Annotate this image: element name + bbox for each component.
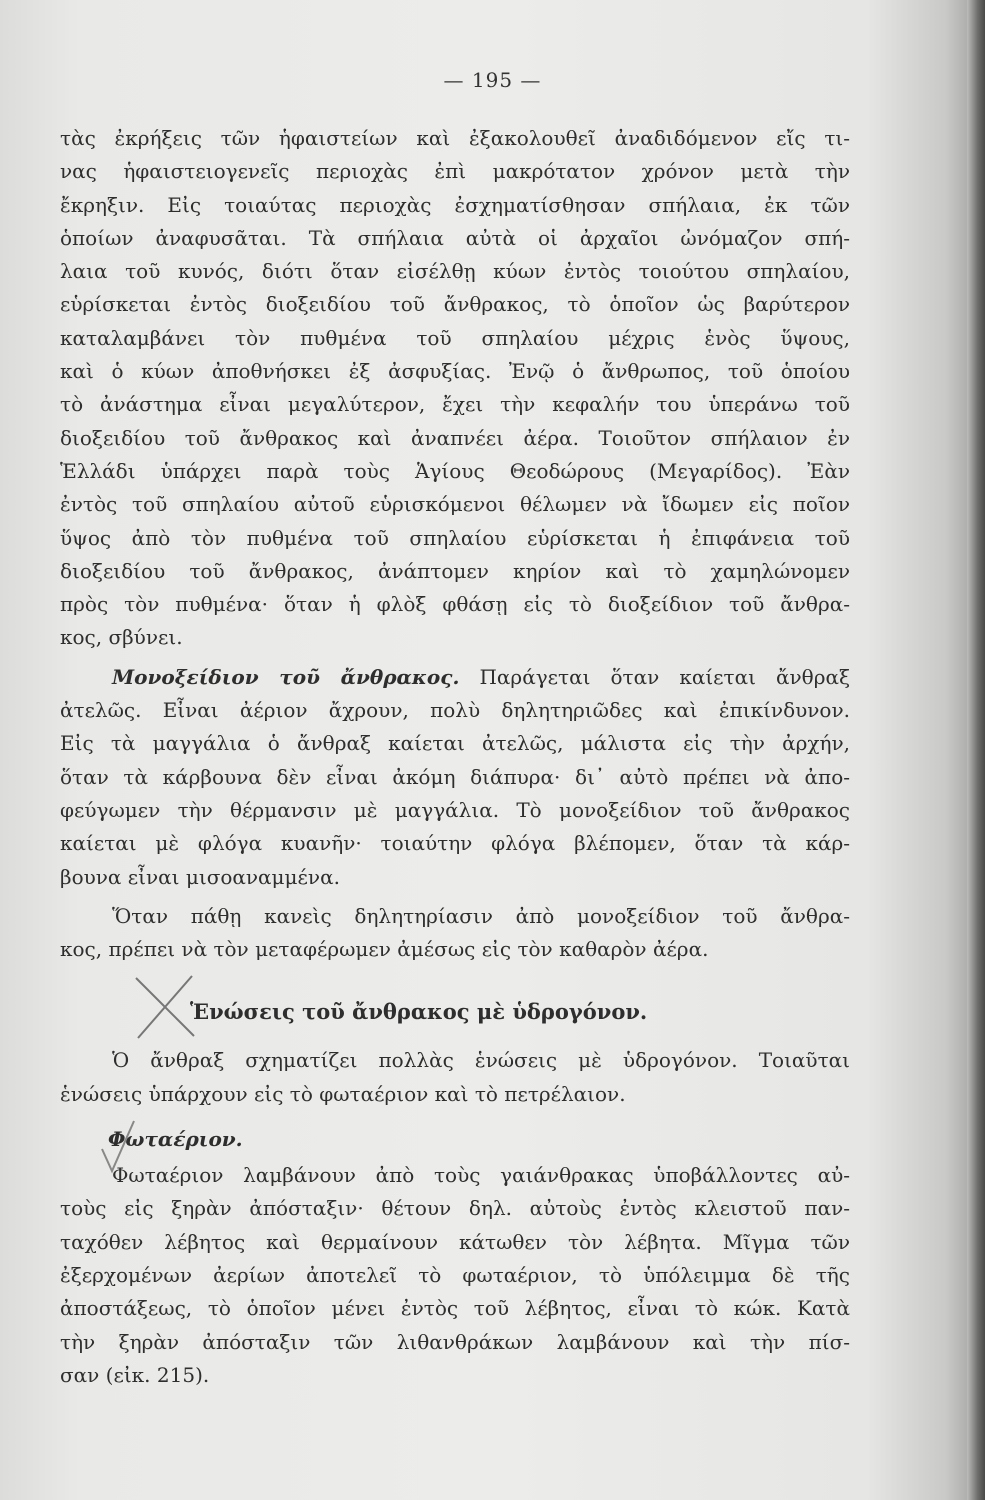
- text-line: ταχόθεν λέβητος καὶ θερμαίνουν κάτωθεν τὸν λέβητα. Μῖγμα τῶν: [60, 1229, 850, 1254]
- text-line: ἔκρηξιν. Εἰς τοιαύτας περιοχὰς ἐσχηματίσθησαν σπήλαια, ἐκ τῶν: [60, 192, 850, 217]
- pencil-check-mark-icon: [100, 1119, 140, 1179]
- text-line: τοὺς εἰς ξηρὰν ἀπόσταξιν· θέτουν δηλ. αὐτοὺς ἐντὸς κλειστοῦ παν-: [60, 1196, 850, 1221]
- text-line: Ἑλλάδι ὑπάρχει παρὰ τοὺς Ἁγίους Θεοδώρους (Μεγαρίδος). Ἐὰν: [60, 458, 850, 483]
- text-line: ἑνώσεις ὑπάρχουν εἰς τὸ φωταέριον καὶ τὸ πετρέλαιον.: [60, 1081, 626, 1106]
- text-line: ἐντὸς τοῦ σπηλαίου αὐτοῦ εὑρισκόμενοι θέλωμεν νὰ ἴδωμεν εἰς ποῖον: [60, 492, 850, 517]
- text-line: κος, σβύνει.: [60, 625, 183, 650]
- subheading-text: Φωταέριον.: [108, 1127, 243, 1152]
- text-line: ἀποστάξεως, τὸ ὁποῖον μένει ἐντὸς τοῦ λέβητος, εἶναι τὸ κώκ. Κατὰ: [60, 1296, 850, 1321]
- paragraph-carbon-dioxide: [60, 122, 850, 661]
- paragraph-coal-gas: [60, 1159, 850, 1392]
- text-line: Εἰς τὰ μαγγάλια ὁ ἄνθραξ καίεται ἀτελῶς, μάλιστα εἰς τὴν ἀρχήν,: [60, 731, 850, 756]
- text-line: ὁποίων ἀναφυσᾶται. Τὰ σπήλαια αὐτὰ οἱ ἀρχαῖοι ὠνόμαζον σπή-: [60, 225, 850, 250]
- text-line: καταλαμβάνει τὸν πυθμένα τοῦ σπηλαίου μέχρις ἑνὸς ὕψους,: [60, 325, 850, 350]
- section-heading-hydrocarbons: [60, 980, 850, 1044]
- carbon-monoxide-heading: Μονοξείδιον τοῦ ἄνθρακος.: [112, 664, 460, 689]
- pencil-cross-mark-icon: [130, 972, 200, 1042]
- paragraph-hydrocarbons: [60, 1044, 850, 1111]
- text-line: εὑρίσκεται ἐντὸς διοξειδίου τοῦ ἄνθρακος, τὸ ὁποῖον ὡς βαρύτερον: [60, 292, 850, 317]
- text-line: φεύγωμεν τὴν θέρμανσιν μὲ μαγγάλια. Τὸ μονοξείδιον τοῦ ἄνθρακος: [60, 797, 850, 822]
- text-line: καίεται μὲ φλόγα κυανῆν· τοιαύτην φλόγα βλέπομεν, ὅταν τὰ κάρ-: [60, 831, 850, 856]
- book-spine-shadow: [967, 0, 985, 1500]
- text-line: βουνα εἶναι μισοαναμμένα.: [60, 864, 340, 889]
- text-line: κος, πρέπει νὰ τὸν μεταφέρωμεν ἀμέσως εἰς τὸν καθαρὸν ἀέρα.: [60, 937, 709, 962]
- text-line: ἐξερχομένων ἀερίων ἀποτελεῖ τὸ φωταέριον, τὸ ὑπόλειμμα δὲ τῆς: [60, 1262, 850, 1287]
- text-line: ὕψος ἀπὸ τὸν πυθμένα τοῦ σπηλαίου εὑρίσκεται ἡ ἐπιφάνεια τοῦ: [60, 525, 850, 550]
- text-line: τὸ ἀνάστημα εἶναι μεγαλύτερον, ἔχει τὴν κεφαλήν του ὑπεράνω τοῦ: [60, 392, 850, 417]
- paragraph-carbon-monoxide: [60, 694, 850, 900]
- paragraph-carbon-monoxide-first-line: [60, 661, 850, 694]
- text-line: ἀτελῶς. Εἶναι ἀέριον ἄχρουν, πολὺ δηλητηριῶδες καὶ ἐπικίνδυνον.: [60, 698, 850, 723]
- text-line: τὰς ἐκρήξεις τῶν ἡφαιστείων καὶ ἐξακολουθεῖ ἀναδιδόμενον εἴς τι-: [60, 126, 850, 150]
- text-line: νας ἡφαιστειογενεῖς περιοχὰς ἐπὶ μακρότατον χρόνον μετὰ τὴν: [60, 159, 850, 184]
- text-line: διοξειδίου τοῦ ἄνθρακος, ἀνάπτομεν κηρίον καὶ τὸ χαμηλώνομεν: [60, 558, 850, 583]
- text-line: σαν (εἰκ. 215).: [60, 1362, 210, 1387]
- subheading-coal-gas: [60, 1119, 850, 1159]
- section-heading-text: Ἑνώσεις τοῦ ἄνθρακος μὲ ὑδρογόνον.: [190, 999, 648, 1025]
- paragraph-poisoning: [60, 900, 850, 967]
- text-line: λαια τοῦ κυνός, διότι ὅταν εἰσέλθῃ κύων ἐντὸς τοιούτου σπηλαίου,: [60, 259, 850, 284]
- text-line: Φωταέριον λαμβάνουν ἀπὸ τοὺς γαιάνθρακας ὑποβάλλοντες αὐ-: [112, 1163, 850, 1188]
- carbon-monoxide-first-line-text: Παράγεται ὅταν καίεται ἄνθραξ: [479, 664, 851, 689]
- text-line: πρὸς τὸν πυθμένα· ὅταν ἡ φλὸξ φθάσῃ εἰς τὸ διοξείδιον τοῦ ἄνθρα-: [60, 592, 850, 617]
- text-line: ὅταν τὰ κάρβουνα δὲν εἶναι ἀκόμη διάπυρα· δι᾽ αὐτὸ πρέπει νὰ ἀπο-: [60, 764, 850, 789]
- text-line: Ὁ ἄνθραξ σχηματίζει πολλὰς ἑνώσεις μὲ ὑδρογόνον. Τοιαῦται: [112, 1048, 850, 1073]
- text-line: Ὅταν πάθῃ κανεὶς δηλητηρίασιν ἀπὸ μονοξείδιον τοῦ ἄνθρα-: [112, 903, 850, 928]
- text-line: διοξειδίου τοῦ ἄνθρακος καὶ ἀναπνέει ἀέρα. Τοιοῦτον σπήλαιον ἐν: [60, 425, 850, 450]
- text-line: καὶ ὁ κύων ἀποθνήσκει ἐξ ἀσφυξίας. Ἐνῷ ὁ ἄνθρωπος, τοῦ ὁποίου: [60, 359, 850, 384]
- page-number: — 195 —: [443, 68, 542, 92]
- page-body: [60, 122, 850, 1392]
- text-line: τὴν ξηρὰν ἀπόσταξιν τῶν λιθανθράκων λαμβάνουν καὶ τὴν πίσ-: [60, 1329, 850, 1354]
